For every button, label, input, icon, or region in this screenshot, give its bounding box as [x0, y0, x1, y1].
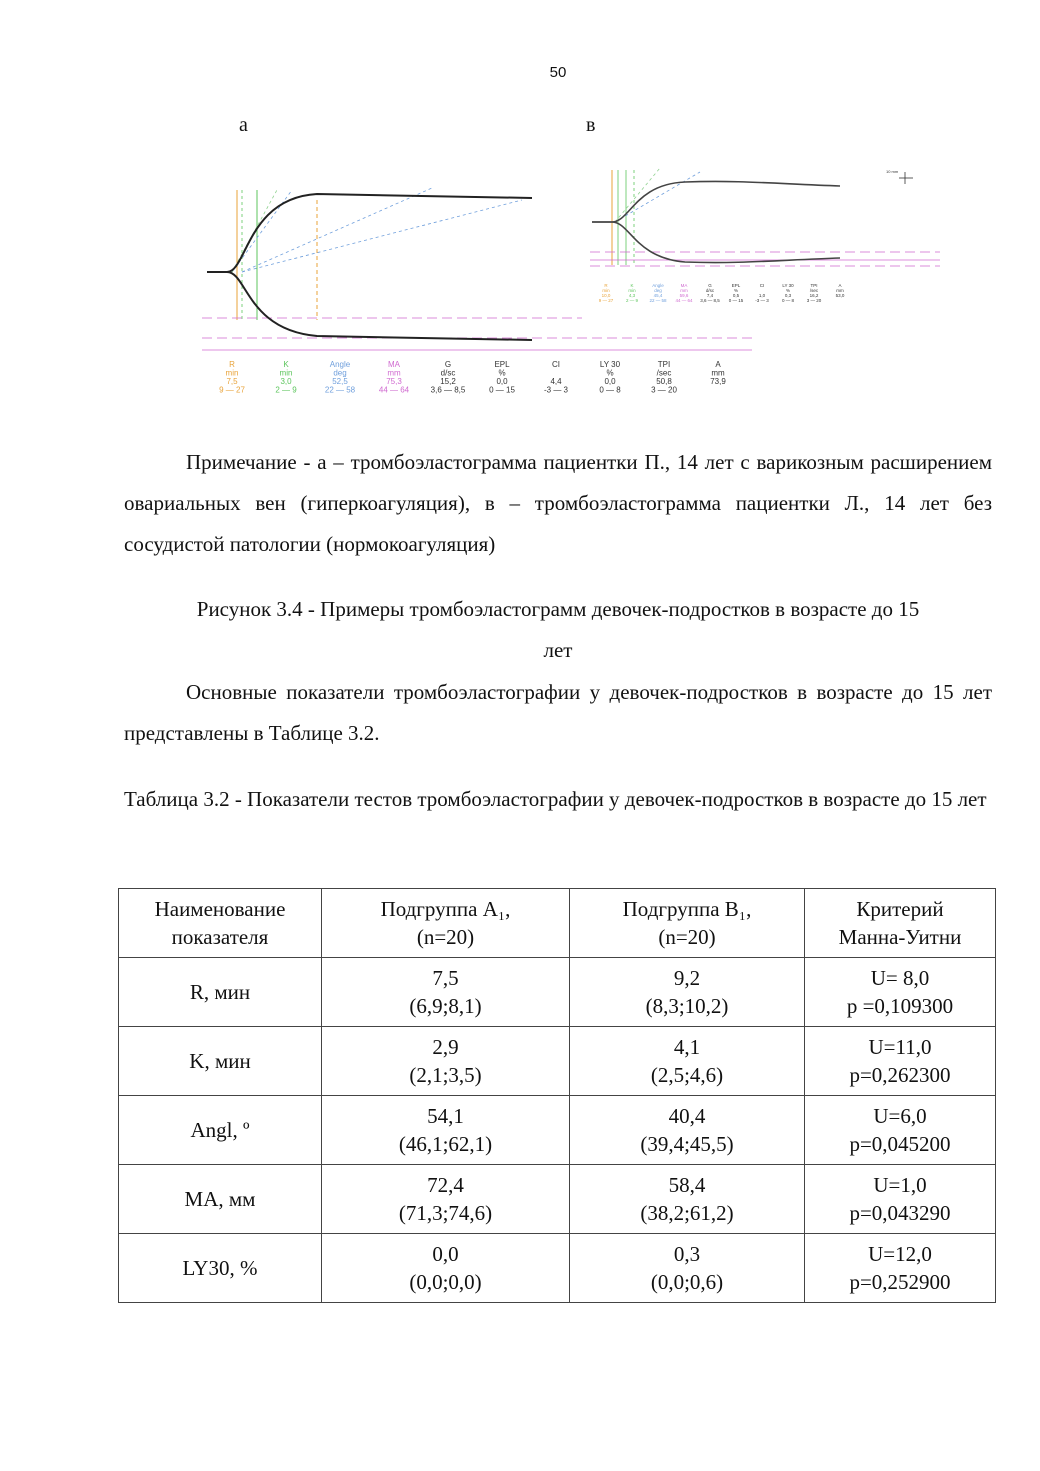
value-b1: 40,4 (39,4;45,5) — [570, 1096, 805, 1165]
page-number: 50 — [549, 64, 567, 81]
table-row — [119, 1027, 996, 1096]
teg-param-range: 44 — 64 — [378, 385, 410, 395]
value-mann-whitney: U=6,0 p=0,045200 — [805, 1096, 996, 1165]
value-mann-whitney: U=1,0 p=0,043290 — [805, 1165, 996, 1234]
table-row — [119, 1096, 996, 1165]
value-b1: 9,2 (8,3;10,2) — [570, 958, 805, 1027]
teg-param-unit: /sec — [809, 288, 819, 293]
teg-param-unit: min — [602, 288, 610, 293]
teg-param-range: -3 — 3 — [543, 385, 569, 395]
angle-line-4 — [242, 200, 522, 272]
row-name: Angl, º — [119, 1096, 322, 1165]
teg-param-value: 4,3 — [628, 293, 636, 298]
value-a1: 2,9 (2,1;3,5) — [322, 1027, 570, 1096]
teg-param-unit: mm — [836, 288, 844, 293]
teg-param-unit: deg — [654, 288, 662, 293]
teg-param-unit: /sec — [656, 368, 672, 378]
value-mann-whitney: U=12,0 p=0,252900 — [805, 1234, 996, 1303]
teg-param-value: 0,5 — [732, 293, 740, 298]
panel-b-label: в — [586, 114, 596, 136]
teg-param-value: 73,9 — [710, 377, 726, 386]
value-a1: 7,5 (6,9;8,1) — [322, 958, 570, 1027]
panel-a-label: а — [239, 114, 248, 136]
teg-param-name: EPL — [494, 360, 510, 369]
teg-param-unit: d/sc — [440, 368, 456, 378]
teg-param-name: G — [708, 283, 712, 288]
teg-a-params — [219, 360, 726, 395]
teg-param-value: 0,0 — [496, 377, 508, 386]
teg-param-name: A — [838, 283, 842, 288]
value-b1: 0,3 (0,0;0,6) — [570, 1234, 805, 1303]
teg-param-range: 22 — 58 — [324, 385, 356, 395]
figure-note: Примечание - а – тромбоэластограмма пациентки П., 14 лет с варикозным расширением овариальных вен (гиперкоагуляция), в – тромбоэластограмма пациентки Л., 14 лет без сосудистой патологии (нормокоагуляция) — [124, 450, 992, 556]
header-name: Наименование показателя — [119, 889, 322, 958]
teg-param-value: 7,4 — [706, 293, 714, 298]
teg-param-range: 9 — 27 — [598, 298, 614, 303]
teg-param-name: K — [283, 360, 289, 369]
row-name: R, мин — [119, 958, 322, 1027]
teg-param-name: EPL — [731, 283, 741, 288]
teg-param-value: 1,0 — [758, 293, 766, 298]
table-caption: Таблица 3.2 - Показатели тестов тромбоэластографии у девочек-подростков в возрасте до 15 лет — [124, 787, 987, 811]
teg-param-unit: min — [279, 368, 293, 378]
teg-param-unit: mm — [711, 368, 725, 378]
teg-param-value: 4,4 — [550, 377, 562, 386]
scale-marker — [886, 169, 913, 184]
teg-param-name: LY 30 — [599, 360, 621, 369]
teg-param-name: A — [715, 360, 721, 369]
teg-param-range: 0 — 8 — [781, 298, 795, 303]
header-subgroup-a1: Подгруппа А₁, (n=20) — [322, 889, 570, 958]
teg-param-range: 2 — 9 — [275, 385, 297, 395]
header-mann-whitney: Критерий Манна-Уитни — [805, 889, 996, 958]
teg-param-name: CI — [759, 283, 765, 288]
row-name: MA, мм — [119, 1165, 322, 1234]
teg-param-name: Angle — [652, 283, 664, 288]
teg-param-unit: deg — [333, 368, 347, 378]
teg-param-range: 0 — 8 — [599, 385, 621, 395]
header-subgroup-b1: Подгруппа В₁, (n=20) — [570, 889, 805, 958]
teg-param-range: 9 — 27 — [219, 385, 245, 395]
teg-param-range: 3,6 — 8,5 — [700, 298, 720, 303]
figure-caption-line1: Рисунок 3.4 - Примеры тромбоэластограмм девочек-подростков в возрасте до 15 — [196, 597, 920, 621]
teg-a-upper-curve — [207, 194, 532, 272]
results-table — [118, 888, 996, 1303]
teg-param-value: 0,3 — [784, 293, 792, 298]
teg-param-value: 52,5 — [332, 377, 348, 386]
teg-param-unit: mm — [680, 288, 688, 293]
teg-param-name: LY 30 — [782, 283, 794, 288]
teg-param-range: 0 — 15 — [489, 385, 515, 395]
value-a1: 54,1 (46,1;62,1) — [322, 1096, 570, 1165]
teg-param-value: 53,0 — [835, 293, 845, 298]
teg-param-range: 3 — 20 — [806, 298, 822, 303]
teg-param-range: 0 — 15 — [728, 298, 744, 303]
teg-param-value: 59,6 — [679, 293, 689, 298]
teg-param-name: TPI — [657, 360, 671, 369]
teg-param-unit: mm — [387, 368, 401, 378]
row-name: LY30, % — [119, 1234, 322, 1303]
table-row — [119, 1165, 996, 1234]
teg-b-upper-curve — [592, 181, 840, 222]
teg-param-range: 3 — 20 — [651, 385, 677, 395]
angle-line-1 — [615, 168, 660, 222]
teg-param-name: G — [444, 360, 452, 369]
value-mann-whitney: U= 8,0 p =0,109300 — [805, 958, 996, 1027]
teg-param-value: 3,0 — [280, 377, 292, 386]
value-b1: 4,1 (2,5;4,6) — [570, 1027, 805, 1096]
teg-param-name: K — [630, 283, 634, 288]
teg-param-value: 15,2 — [440, 377, 456, 386]
table-row — [119, 1234, 996, 1303]
teg-param-range: -3 — 3 — [755, 298, 769, 303]
teg-param-value: 45,4 — [653, 293, 663, 298]
teg-param-unit: d/sc — [705, 288, 715, 293]
teg-param-value: 75,3 — [386, 377, 402, 386]
figure-caption-line2: лет — [543, 638, 573, 662]
body-text: Основные показатели тромбоэластографии у девочек-подростков в возрасте до 15 лет представлены в Таблице 3.2. — [124, 680, 992, 745]
table-header-row — [119, 889, 996, 958]
teg-param-name: R — [229, 360, 235, 369]
teg-param-unit: min — [225, 368, 239, 378]
teg-a-lower-curve — [207, 272, 532, 340]
teg-param-range: 3,6 — 8,5 — [430, 385, 466, 395]
teg-param-value: 0,0 — [604, 377, 616, 386]
teg-param-name: MA — [388, 360, 400, 369]
teg-param-value: 7,5 — [226, 377, 238, 386]
teg-b-params — [599, 283, 845, 303]
teg-param-range: 44 — 64 — [675, 298, 693, 303]
teg-param-value: 10,0 — [601, 293, 611, 298]
teg-param-name: CI — [552, 360, 560, 369]
teg-param-unit: % — [733, 288, 739, 293]
teg-param-name: Angle — [329, 360, 351, 369]
teg-param-unit: % — [498, 368, 506, 378]
value-a1: 0,0 (0,0;0,0) — [322, 1234, 570, 1303]
teg-param-unit: min — [628, 288, 636, 293]
teg-param-name: R — [604, 283, 608, 288]
value-mann-whitney: U=11,0 p=0,262300 — [805, 1027, 996, 1096]
teg-param-range: 22 — 58 — [649, 298, 667, 303]
thromboelastogram-b — [590, 160, 940, 320]
teg-param-value: 16,2 — [809, 293, 819, 298]
teg-b-lower-curve — [592, 222, 840, 263]
teg-param-value: 50,8 — [656, 377, 672, 386]
teg-param-name: MA — [680, 283, 688, 288]
row-name: K, мин — [119, 1027, 322, 1096]
scale-label: 10 mm — [886, 169, 899, 174]
value-b1: 58,4 (38,2;61,2) — [570, 1165, 805, 1234]
teg-param-name: TPI — [810, 283, 818, 288]
angle-line-3 — [242, 188, 432, 272]
teg-param-unit: % — [785, 288, 791, 293]
table-row — [119, 958, 996, 1027]
teg-param-range: 2 — 9 — [625, 298, 639, 303]
teg-param-unit: % — [606, 368, 614, 378]
angle-line-2 — [615, 172, 700, 222]
value-a1: 72,4 (71,3;74,6) — [322, 1165, 570, 1234]
